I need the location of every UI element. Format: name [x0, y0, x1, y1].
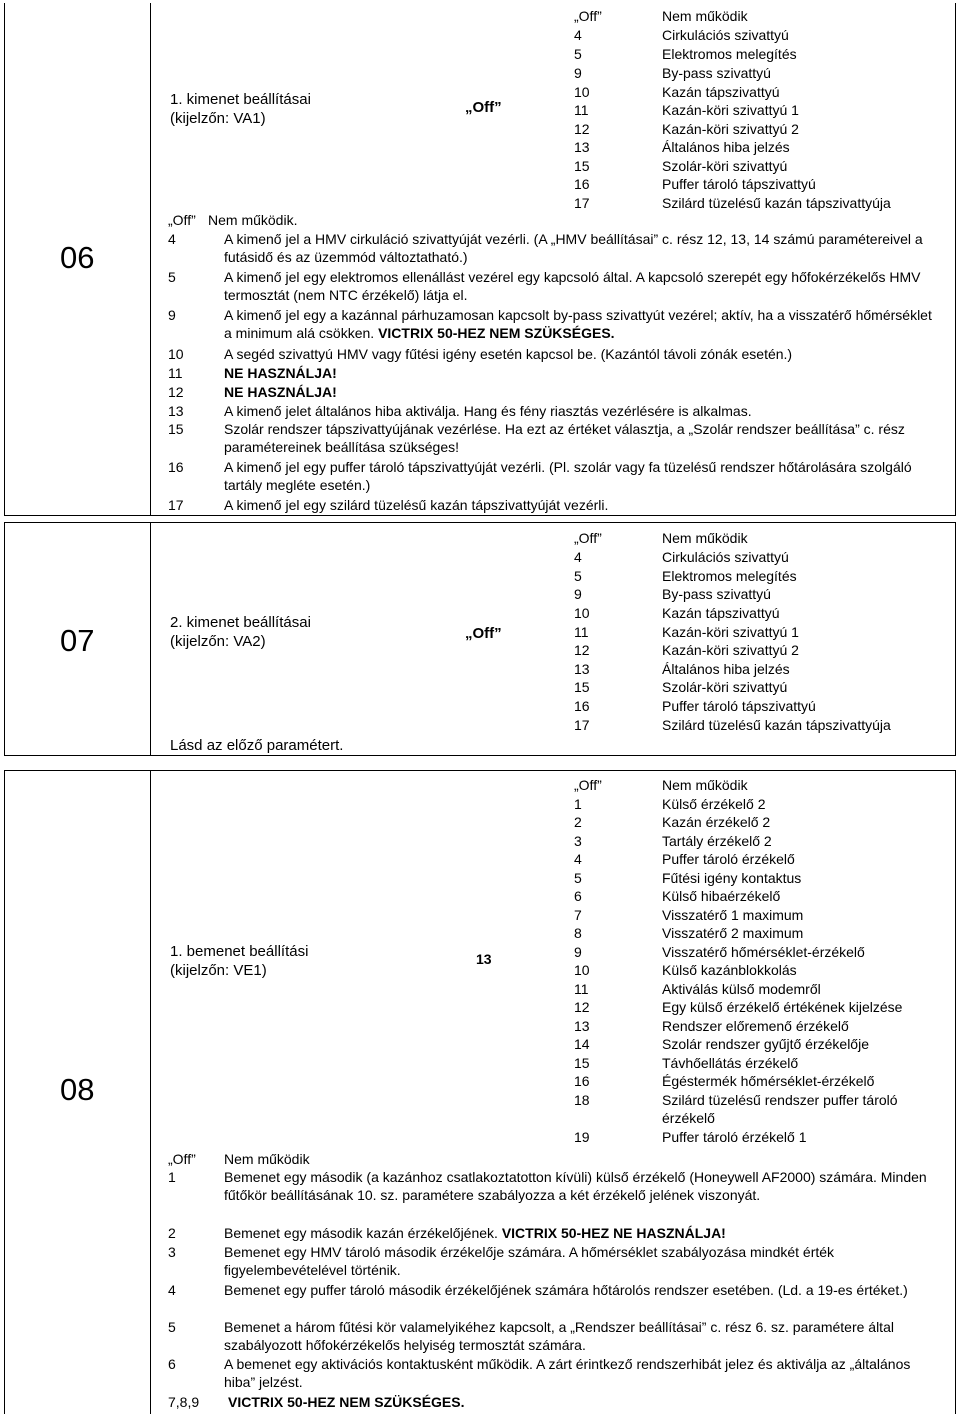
option-label: Kazán érzékelő 2 [662, 814, 771, 830]
option-label: Elektromos melegítés [662, 46, 797, 62]
option-key: 15 [574, 1055, 590, 1071]
option-key: 17 [574, 717, 590, 733]
option-item [574, 548, 789, 567]
option-item [574, 1054, 798, 1073]
description-item [168, 364, 948, 382]
description-key: „Off” [168, 212, 196, 228]
option-label: Szilárd tüzelésű rendszer puffer tároló érzékelő [662, 1092, 898, 1126]
description-key: 4 [168, 231, 176, 247]
option-label: Elektromos melegítés [662, 568, 797, 584]
description-item [168, 306, 948, 342]
option-item [574, 1072, 874, 1091]
row-border-right [955, 770, 956, 1414]
option-key: „Off” [574, 530, 602, 546]
option-item [574, 623, 799, 642]
parameter-note: Lásd az előző paramétert. [170, 737, 344, 754]
option-item [574, 998, 902, 1017]
option-key: 11 [574, 102, 589, 118]
option-key: 3 [574, 833, 582, 849]
option-label: Szolár-köri szivattyú [662, 158, 788, 174]
description-text: A kimenő jel egy szilárd tüzelésű kazán tápszivattyúját vezérli. [224, 497, 609, 513]
option-label: Egy külső érzékelő értékének kijelzése [662, 999, 903, 1015]
option-item [574, 869, 801, 888]
description-text: A kimenő jel egy elektromos ellenállást vezérel egy kapcsoló által. A kapcsoló szerepét egy hőfokérzékelős HMV termosztát (nem NTC érzékelő) látja el. [224, 269, 921, 303]
option-label: Kazán-köri szivattyú 2 [662, 642, 799, 658]
option-label: By-pass szivattyú [662, 65, 771, 81]
option-label: Szolár rendszer gyűjtő érzékelője [662, 1036, 869, 1052]
option-label: Nem működik [662, 777, 748, 793]
option-label: Szolár-köri szivattyú [662, 679, 788, 695]
option-label: Visszatérő 1 maximum [662, 907, 804, 923]
option-label: Aktiválás külső modemről [662, 981, 821, 997]
description-item [168, 1281, 948, 1299]
description-key: 3 [168, 1244, 176, 1260]
description-key: 11 [168, 365, 183, 381]
description-text: A bemenet egy aktivációs kontaktusként működik. A zárt érintkező rendszerhibát jelez és aktiválja az „általános hiba” jelzést. [224, 1356, 911, 1390]
option-label: Visszatérő hőmérséklet-érzékelő [662, 944, 865, 960]
parameter-title: 1. bemenet beállítási [170, 943, 309, 960]
option-key: 14 [574, 1036, 590, 1052]
option-key: 17 [574, 195, 590, 211]
option-item [574, 1091, 947, 1129]
option-key: „Off” [574, 777, 602, 793]
option-item [574, 980, 821, 999]
description-item [168, 345, 948, 363]
description-key: 12 [168, 384, 184, 400]
option-key: 15 [574, 158, 590, 174]
parameter-code: 08 [60, 1072, 95, 1107]
option-label: Puffer tároló tápszivattyú [662, 176, 816, 192]
option-label: Kazán-köri szivattyú 1 [662, 624, 799, 640]
description-item [168, 458, 948, 494]
option-item [574, 832, 772, 851]
option-item [574, 660, 790, 679]
description-key: „Off” [168, 1151, 196, 1167]
option-label: Cirkulációs szivattyú [662, 27, 789, 43]
option-label: Nem működik [662, 8, 748, 24]
description-key: 1 [168, 1169, 176, 1185]
option-key: 13 [574, 139, 590, 155]
description-text: A kimenő jel egy puffer tároló tápszivattyúját vezérli. (Pl. szolár vagy fa tüzelésű rendszer hőtárolására szolgáló tartály megléte esetén.) [224, 459, 912, 493]
option-label: Tartály érzékelő 2 [662, 833, 772, 849]
description-text: Bemenet egy második (a kazánhoz csatlakoztatotton kívüli) külső érzékelő (Honeywell AF2000) számára. Minden fűtőkör beállításának 10. sz. paramétere szabályozza a két érzékelő jelének viszonyát. [224, 1169, 927, 1203]
option-item [574, 120, 799, 139]
option-label: Távhőellátás érzékelő [662, 1055, 799, 1071]
row-border-divider [150, 522, 151, 756]
option-key: 6 [574, 888, 582, 904]
option-label: Nem működik [662, 530, 748, 546]
option-label: Puffer tároló érzékelő 1 [662, 1129, 807, 1145]
option-label: Égéstermék hőmérséklet-érzékelő [662, 1073, 875, 1089]
option-item [574, 961, 797, 980]
option-item [574, 776, 748, 795]
option-key: 5 [574, 870, 582, 886]
description-item [168, 211, 948, 229]
row-border-divider [150, 770, 151, 1414]
description-key: 5 [168, 269, 176, 285]
option-label: Cirkulációs szivattyú [662, 549, 789, 565]
description-warning: NE HASZNÁLJA! [224, 365, 337, 381]
option-key: 16 [574, 176, 590, 192]
option-item [574, 83, 780, 102]
option-label: Rendszer előremenő érzékelő [662, 1018, 849, 1034]
description-item [168, 420, 948, 456]
description-key: 13 [168, 403, 184, 419]
option-key: 16 [574, 1073, 590, 1089]
description-item [168, 230, 948, 266]
option-key: 9 [574, 65, 582, 81]
option-key: 16 [574, 698, 590, 714]
description-item [168, 1355, 948, 1391]
option-item [574, 585, 771, 604]
description-key: 4 [168, 1282, 176, 1298]
description-key: 7,8,9 [168, 1394, 200, 1410]
option-key: 10 [574, 84, 590, 100]
option-item [574, 697, 816, 716]
description-item [168, 383, 948, 401]
option-label: Puffer tároló érzékelő [662, 851, 795, 867]
option-key: 4 [574, 851, 582, 867]
option-label: Szilárd tüzelésű kazán tápszivattyúja [662, 717, 891, 733]
option-key: 12 [574, 121, 590, 137]
option-label: Szilárd tüzelésű kazán tápszivattyúja [662, 195, 891, 211]
option-item [574, 813, 770, 832]
option-key: 9 [574, 586, 582, 602]
option-label: Kazán-köri szivattyú 2 [662, 121, 799, 137]
parameter-code: 06 [60, 240, 95, 275]
option-item [574, 138, 790, 157]
option-item [574, 529, 748, 548]
option-key: 1 [574, 796, 582, 812]
option-label: Általános hiba jelzés [662, 661, 790, 677]
option-item [574, 604, 780, 623]
row-border-bottom [4, 515, 956, 516]
option-label: Külső kazánblokkolás [662, 962, 797, 978]
option-item [574, 716, 891, 735]
default-value: „Off” [465, 625, 502, 642]
description-key: 2 [168, 1225, 176, 1241]
option-label: Külső érzékelő 2 [662, 796, 766, 812]
default-value: 13 [476, 951, 492, 967]
description-text: Nem működik [224, 1151, 310, 1167]
option-item [574, 64, 771, 83]
option-key: 12 [574, 999, 590, 1015]
row-border-right [955, 522, 956, 756]
description-text: Bemenet egy HMV tároló második érzékelője számára. A hőmérséklet szabályozása mindkét érték figyelembevételével történik. [224, 1244, 835, 1278]
parameter-display-code: (kijelzőn: VA1) [170, 110, 266, 127]
option-key: 10 [574, 605, 590, 621]
option-item [574, 7, 748, 26]
description-text: Szolár rendszer tápszivattyújának vezérlése. Ha ezt az értéket választja, a „Szolár rendszer beállítása” c. rész paramétereinek beállítása szükséges! [224, 421, 905, 455]
description-text: A kimenő jel a HMV cirkuláció szivattyúját vezérli. (A „HMV beállításai” c. rész 12, 13, 14 számú paramétereivel a futásidő és az üzemmód változtatható.) [224, 231, 923, 265]
description-key: 10 [168, 346, 184, 362]
parameter-display-code: (kijelzőn: VE1) [170, 962, 267, 979]
option-key: 7 [574, 907, 582, 923]
description-item [168, 402, 948, 420]
description-warning: VICTRIX 50-HEZ NEM SZÜKSÉGES. [378, 325, 615, 341]
option-key: 5 [574, 46, 582, 62]
option-item [574, 795, 766, 814]
option-item [574, 1035, 869, 1054]
parameter-code: 07 [60, 623, 95, 658]
option-item [574, 1017, 849, 1036]
option-item [574, 567, 797, 586]
description-key: 5 [168, 1319, 176, 1335]
description-text: A kimenő jel egy a kazánnal párhuzamosan kapcsolt by-pass szivattyút vezérel; aktív, ha a visszatérő hőmérséklet a minimum alá csökken. [224, 307, 932, 341]
option-key: 13 [574, 1018, 590, 1034]
option-label: Kazán-köri szivattyú 1 [662, 102, 799, 118]
description-warning: VICTRIX 50-HEZ NE HASZNÁLJA! [501, 1225, 726, 1241]
description-key: 15 [168, 421, 184, 437]
option-item [574, 943, 865, 962]
option-item [574, 157, 787, 176]
option-key: 15 [574, 679, 590, 695]
option-key: 11 [574, 624, 589, 640]
option-item [574, 906, 803, 925]
option-key: 4 [574, 27, 582, 43]
option-key: 10 [574, 962, 590, 978]
description-text: Nem működik. [208, 212, 298, 228]
option-item [574, 1128, 807, 1147]
description-item [168, 496, 948, 514]
description-item [168, 268, 948, 304]
description-key: 17 [168, 497, 184, 513]
row-border-bottom [4, 755, 956, 756]
option-label: Kazán tápszivattyú [662, 605, 780, 621]
description-text: Bemenet a három fűtési kör valamelyikéhez kapcsolt, a „Rendszer beállításai” c. rész 6. sz. paramétere által szabályozott hőfokérzékelős helyiség termosztát számára. [224, 1319, 894, 1353]
default-value: „Off” [465, 99, 502, 116]
option-label: Puffer tároló tápszivattyú [662, 698, 816, 714]
row-border-left [4, 522, 5, 756]
option-key: 18 [574, 1092, 590, 1108]
description-item [168, 1224, 948, 1242]
option-key: 19 [574, 1129, 590, 1145]
option-item [574, 887, 780, 906]
option-label: Általános hiba jelzés [662, 139, 790, 155]
option-key: 12 [574, 642, 590, 658]
option-label: Visszatérő 2 maximum [662, 925, 804, 941]
description-text: A segéd szivattyú HMV vagy fűtési igény esetén kapcsol be. (Kazántól távoli zónák esetén.) [224, 346, 793, 362]
description-item [168, 1393, 948, 1411]
row-border-divider [150, 3, 151, 516]
option-label: Külső hibaérzékelő [662, 888, 781, 904]
option-key: 13 [574, 661, 590, 677]
description-key: 16 [168, 459, 184, 475]
option-item [574, 26, 789, 45]
description-text: A kimenő jelet általános hiba aktiválja. Hang és fény riasztás vezérlésére is alkalmas. [224, 403, 752, 419]
option-key: „Off” [574, 8, 602, 24]
option-label: Fűtési igény kontaktus [662, 870, 802, 886]
option-key: 2 [574, 814, 582, 830]
row-border-left [4, 770, 5, 1414]
description-warning: VICTRIX 50-HEZ NEM SZÜKSÉGES. [228, 1394, 465, 1410]
option-label: By-pass szivattyú [662, 586, 771, 602]
option-item [574, 850, 795, 869]
option-item [574, 175, 816, 194]
description-warning: NE HASZNÁLJA! [224, 384, 337, 400]
option-item [574, 101, 799, 120]
option-label: Kazán tápszivattyú [662, 84, 780, 100]
parameter-display-code: (kijelzőn: VA2) [170, 633, 266, 650]
option-item [574, 924, 803, 943]
parameter-title: 1. kimenet beállításai [170, 91, 311, 108]
option-item [574, 45, 797, 64]
option-item [574, 641, 799, 660]
option-key: 5 [574, 568, 582, 584]
parameter-title: 2. kimenet beállításai [170, 614, 311, 631]
option-key: 9 [574, 944, 582, 960]
row-border-right [955, 3, 956, 516]
option-key: 8 [574, 925, 582, 941]
description-item [168, 1243, 948, 1279]
description-item [168, 1168, 948, 1204]
row-border-left [4, 3, 5, 516]
row-border-top [4, 770, 956, 771]
description-key: 6 [168, 1356, 176, 1372]
description-text: Bemenet egy puffer tároló második érzékelőjének számára hőtárolós rendszer esetében. (Ld. a 19-es értéket.) [224, 1282, 908, 1298]
description-key: 9 [168, 307, 176, 323]
description-item [168, 1150, 948, 1168]
description-item [168, 1318, 948, 1354]
row-border-top [4, 522, 956, 523]
description-text: Bemenet egy második kazán érzékelőjének. [224, 1225, 498, 1241]
option-item [574, 678, 787, 697]
option-key: 11 [574, 981, 589, 997]
option-key: 4 [574, 549, 582, 565]
